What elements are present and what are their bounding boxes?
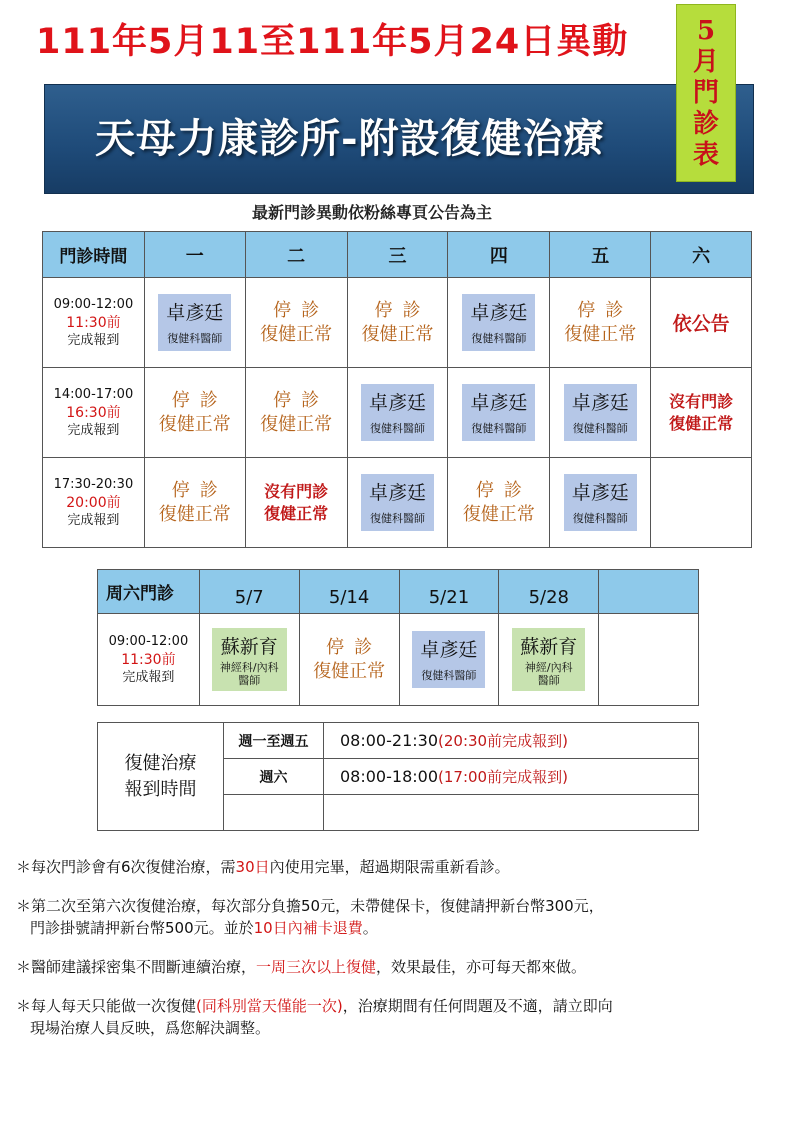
schedule-cell-empty [599, 614, 699, 706]
saturday-date: 5/7 [199, 570, 299, 614]
schedule-cell [199, 614, 299, 706]
clinic-closed-note [463, 479, 535, 527]
weekly-schedule-table [42, 231, 752, 548]
schedule-cell [347, 368, 448, 458]
note-item [16, 895, 786, 939]
closed-label: 停診 [577, 299, 634, 321]
month-tag-char: 表 [692, 139, 719, 170]
schedule-cell [550, 368, 651, 458]
schedule-cell [144, 368, 245, 458]
doctor-name: 卓彥廷 [166, 302, 224, 324]
closed-label: 停診 [273, 389, 330, 411]
schedule-cell-empty [651, 458, 752, 548]
month-schedule-tag [676, 4, 736, 182]
report-deadline: 11:30前 [121, 651, 176, 668]
doctor-name: 卓彥廷 [470, 392, 528, 414]
saturday-header-row [98, 570, 699, 614]
notes-section [16, 856, 786, 1056]
schedule-cell [448, 278, 550, 368]
doctor-specialty: 復健科醫師 [167, 332, 223, 345]
rehab-normal-label: 復健正常 [462, 503, 535, 525]
clinic-closed-note [159, 479, 231, 527]
notice-text: 最新門診異動依粉絲專頁公告為主 [252, 203, 493, 222]
saturday-date [599, 570, 699, 614]
doctor-title: 醫師 [537, 674, 560, 687]
doctor-name: 蘇新育 [520, 636, 578, 658]
note-text: ，治療期間有任何問題及不適，請立即向 [342, 997, 613, 1015]
doctor-card [564, 474, 637, 531]
note-highlight: 10日內補卡退費 [253, 919, 363, 937]
schedule-cell [448, 368, 550, 458]
doctor-card [361, 384, 434, 441]
schedule-cell [144, 458, 245, 548]
report-label: 完成報到 [122, 669, 175, 685]
per-announcement-note: 依公告 [672, 313, 730, 335]
schedule-cell [347, 458, 448, 548]
schedule-cell [299, 614, 399, 706]
note-text: ＊第二次至第六次復健治療，每次部分負擔50元，未帶健保卡，復健請押新台幣300元， [16, 897, 604, 915]
no-clinic-note [264, 481, 328, 525]
doctor-name: 卓彥廷 [571, 482, 629, 504]
schedule-row [43, 458, 752, 548]
weekly-header-row [43, 232, 752, 278]
time-slot [43, 278, 145, 368]
rehab-normal-label: 復健正常 [158, 413, 231, 435]
hours-range: 08:00-21:30 [340, 731, 438, 750]
note-text: 內使用完畢，超過期限需重新看診。 [269, 858, 510, 876]
note-item [16, 995, 786, 1039]
clinic-closed-note [260, 299, 332, 347]
day-header: 一 [144, 232, 245, 278]
hours-deadline: (17:00前完成報到) [438, 768, 568, 786]
doctor-name: 卓彥廷 [571, 392, 629, 414]
rehab-normal-label: 復健正常 [313, 660, 386, 682]
note-highlight: 30日 [235, 858, 270, 876]
clinic-banner [44, 84, 754, 194]
clinic-closed-note [362, 299, 434, 347]
note-item [16, 856, 786, 878]
note-line [16, 856, 786, 878]
note-line [16, 895, 786, 917]
rehab-normal-label: 復健正常 [361, 323, 434, 345]
schedule-cell [651, 368, 752, 458]
note-text: 現場治療人員反映，爲您解決調整。 [30, 1019, 271, 1037]
doctor-card [564, 384, 637, 441]
time-range: 09:00-12:00 [108, 633, 189, 649]
hours-range: 08:00-18:00 [340, 767, 438, 786]
clinic-closed-note [313, 636, 385, 684]
clinic-closed-note [159, 389, 231, 437]
registration-row [98, 723, 699, 759]
doctor-name: 卓彥廷 [369, 392, 427, 414]
doctor-specialty: 復健科醫師 [471, 332, 527, 345]
schedule-row [43, 278, 752, 368]
registration-period: 週一至週五 [224, 723, 324, 759]
note-highlight: (同科別當天僅能一次) [196, 997, 343, 1015]
time-range: 14:00-17:00 [53, 386, 134, 402]
schedule-cell [499, 614, 599, 706]
month-tag-char: 診 [692, 108, 719, 139]
note-item [16, 956, 786, 978]
rehab-normal-label: 復健正常 [158, 503, 231, 525]
doctor-name: 卓彥廷 [420, 639, 478, 661]
schedule-cell [550, 458, 651, 548]
hours-deadline: (20:30前完成報到) [438, 732, 568, 750]
day-header: 三 [347, 232, 448, 278]
registration-label [98, 723, 224, 831]
saturday-date: 5/28 [499, 570, 599, 614]
note-text: 門診掛號請押新台幣500元。並於 [30, 919, 254, 937]
saturday-row [98, 614, 699, 706]
doctor-specialty: 神經/內科 [524, 661, 573, 674]
time-range: 17:30-20:30 [53, 476, 134, 492]
note-text: ＊每人每天只能做一次復健 [16, 997, 197, 1015]
doctor-specialty: 復健科醫師 [370, 422, 425, 435]
rehab-normal-label: 復健正常 [564, 323, 637, 345]
doctor-card [361, 474, 434, 531]
schedule-cell [347, 278, 448, 368]
closed-label: 停診 [326, 636, 383, 658]
registration-hours [324, 759, 699, 795]
report-label: 完成報到 [67, 332, 120, 348]
rehab-normal-label: 復健正常 [260, 413, 333, 435]
doctor-specialty: 復健科醫師 [370, 512, 425, 525]
schedule-row [43, 368, 752, 458]
saturday-clinic-header: 周六門診 [98, 570, 200, 614]
schedule-cell [245, 368, 347, 458]
report-deadline: 20:00前 [66, 494, 121, 511]
saturday-schedule-table [97, 569, 699, 706]
doctor-name: 卓彥廷 [470, 302, 528, 324]
report-label: 完成報到 [67, 512, 120, 528]
month-tag-char: 門 [692, 77, 719, 108]
registration-hours [324, 723, 699, 759]
doctor-specialty: 復健科醫師 [572, 422, 628, 435]
closed-label: 停診 [171, 389, 228, 411]
rehab-normal-label: 復健正常 [260, 323, 333, 345]
note-text: 。 [362, 919, 378, 937]
saturday-date: 5/14 [299, 570, 399, 614]
doctor-card [462, 294, 535, 351]
no-clinic-label: 沒有門診 [264, 481, 329, 501]
note-line [16, 917, 786, 939]
clinic-name: 天母力康診所-附設復健治療 [95, 115, 605, 162]
doctor-card [462, 384, 535, 441]
clinic-closed-note [260, 389, 332, 437]
schedule-change-title: 111年5月11至111年5月24日異動 [36, 22, 629, 62]
doctor-specialty: 神經科/內科 [219, 661, 279, 674]
note-line [16, 1017, 786, 1039]
rehab-registration-table [97, 722, 699, 831]
registration-label-line: 報到時間 [124, 778, 197, 800]
note-text: ，效果最佳，亦可每天都來做。 [376, 958, 587, 976]
schedule-cell [550, 278, 651, 368]
rehab-normal-label: 復健正常 [264, 503, 329, 523]
doctor-card [412, 631, 485, 688]
note-highlight: 一周三次以上復健 [256, 958, 377, 976]
schedule-cell [651, 278, 752, 368]
registration-period [224, 795, 324, 831]
day-header: 四 [448, 232, 550, 278]
day-header: 二 [245, 232, 347, 278]
time-slot [98, 614, 200, 706]
schedule-cell [144, 278, 245, 368]
schedule-cell [245, 458, 347, 548]
schedule-cell [245, 278, 347, 368]
clinic-closed-note [564, 299, 636, 347]
doctor-specialty: 復健科醫師 [421, 669, 477, 682]
time-range: 09:00-12:00 [53, 296, 134, 312]
clinic-hours-header: 門診時間 [43, 232, 145, 278]
rehab-normal-label: 復健正常 [669, 413, 734, 433]
closed-label: 停診 [171, 479, 228, 501]
doctor-title: 醫師 [238, 674, 261, 687]
month-tag-char: 5 [696, 15, 716, 46]
month-tag-char: 月 [692, 46, 719, 77]
doctor-card [158, 294, 231, 351]
registration-label-line: 復健治療 [124, 752, 197, 774]
day-header: 五 [550, 232, 651, 278]
report-deadline: 11:30前 [66, 314, 121, 331]
time-slot [43, 368, 145, 458]
report-deadline: 16:30前 [66, 404, 121, 421]
note-line [16, 956, 786, 978]
saturday-date: 5/21 [399, 570, 499, 614]
day-header: 六 [651, 232, 752, 278]
doctor-specialty: 復健科醫師 [471, 422, 527, 435]
doctor-name: 卓彥廷 [369, 482, 427, 504]
no-clinic-note [669, 391, 733, 435]
doctor-specialty: 復健科醫師 [572, 512, 628, 525]
schedule-cell [448, 458, 550, 548]
note-text: ＊每次門診會有6次復健治療，需 [16, 858, 236, 876]
doctor-card [212, 628, 287, 691]
doctor-card [512, 628, 585, 691]
note-text: ＊醫師建議採密集不間斷連續治療， [16, 958, 257, 976]
closed-label: 停診 [475, 479, 532, 501]
no-clinic-label: 沒有門診 [669, 391, 734, 411]
closed-label: 停診 [273, 299, 330, 321]
registration-period: 週六 [224, 759, 324, 795]
registration-hours [324, 795, 699, 831]
schedule-cell [399, 614, 499, 706]
time-slot [43, 458, 145, 548]
report-label: 完成報到 [67, 422, 120, 438]
doctor-name: 蘇新育 [220, 636, 278, 658]
closed-label: 停診 [374, 299, 431, 321]
note-line [16, 995, 786, 1017]
